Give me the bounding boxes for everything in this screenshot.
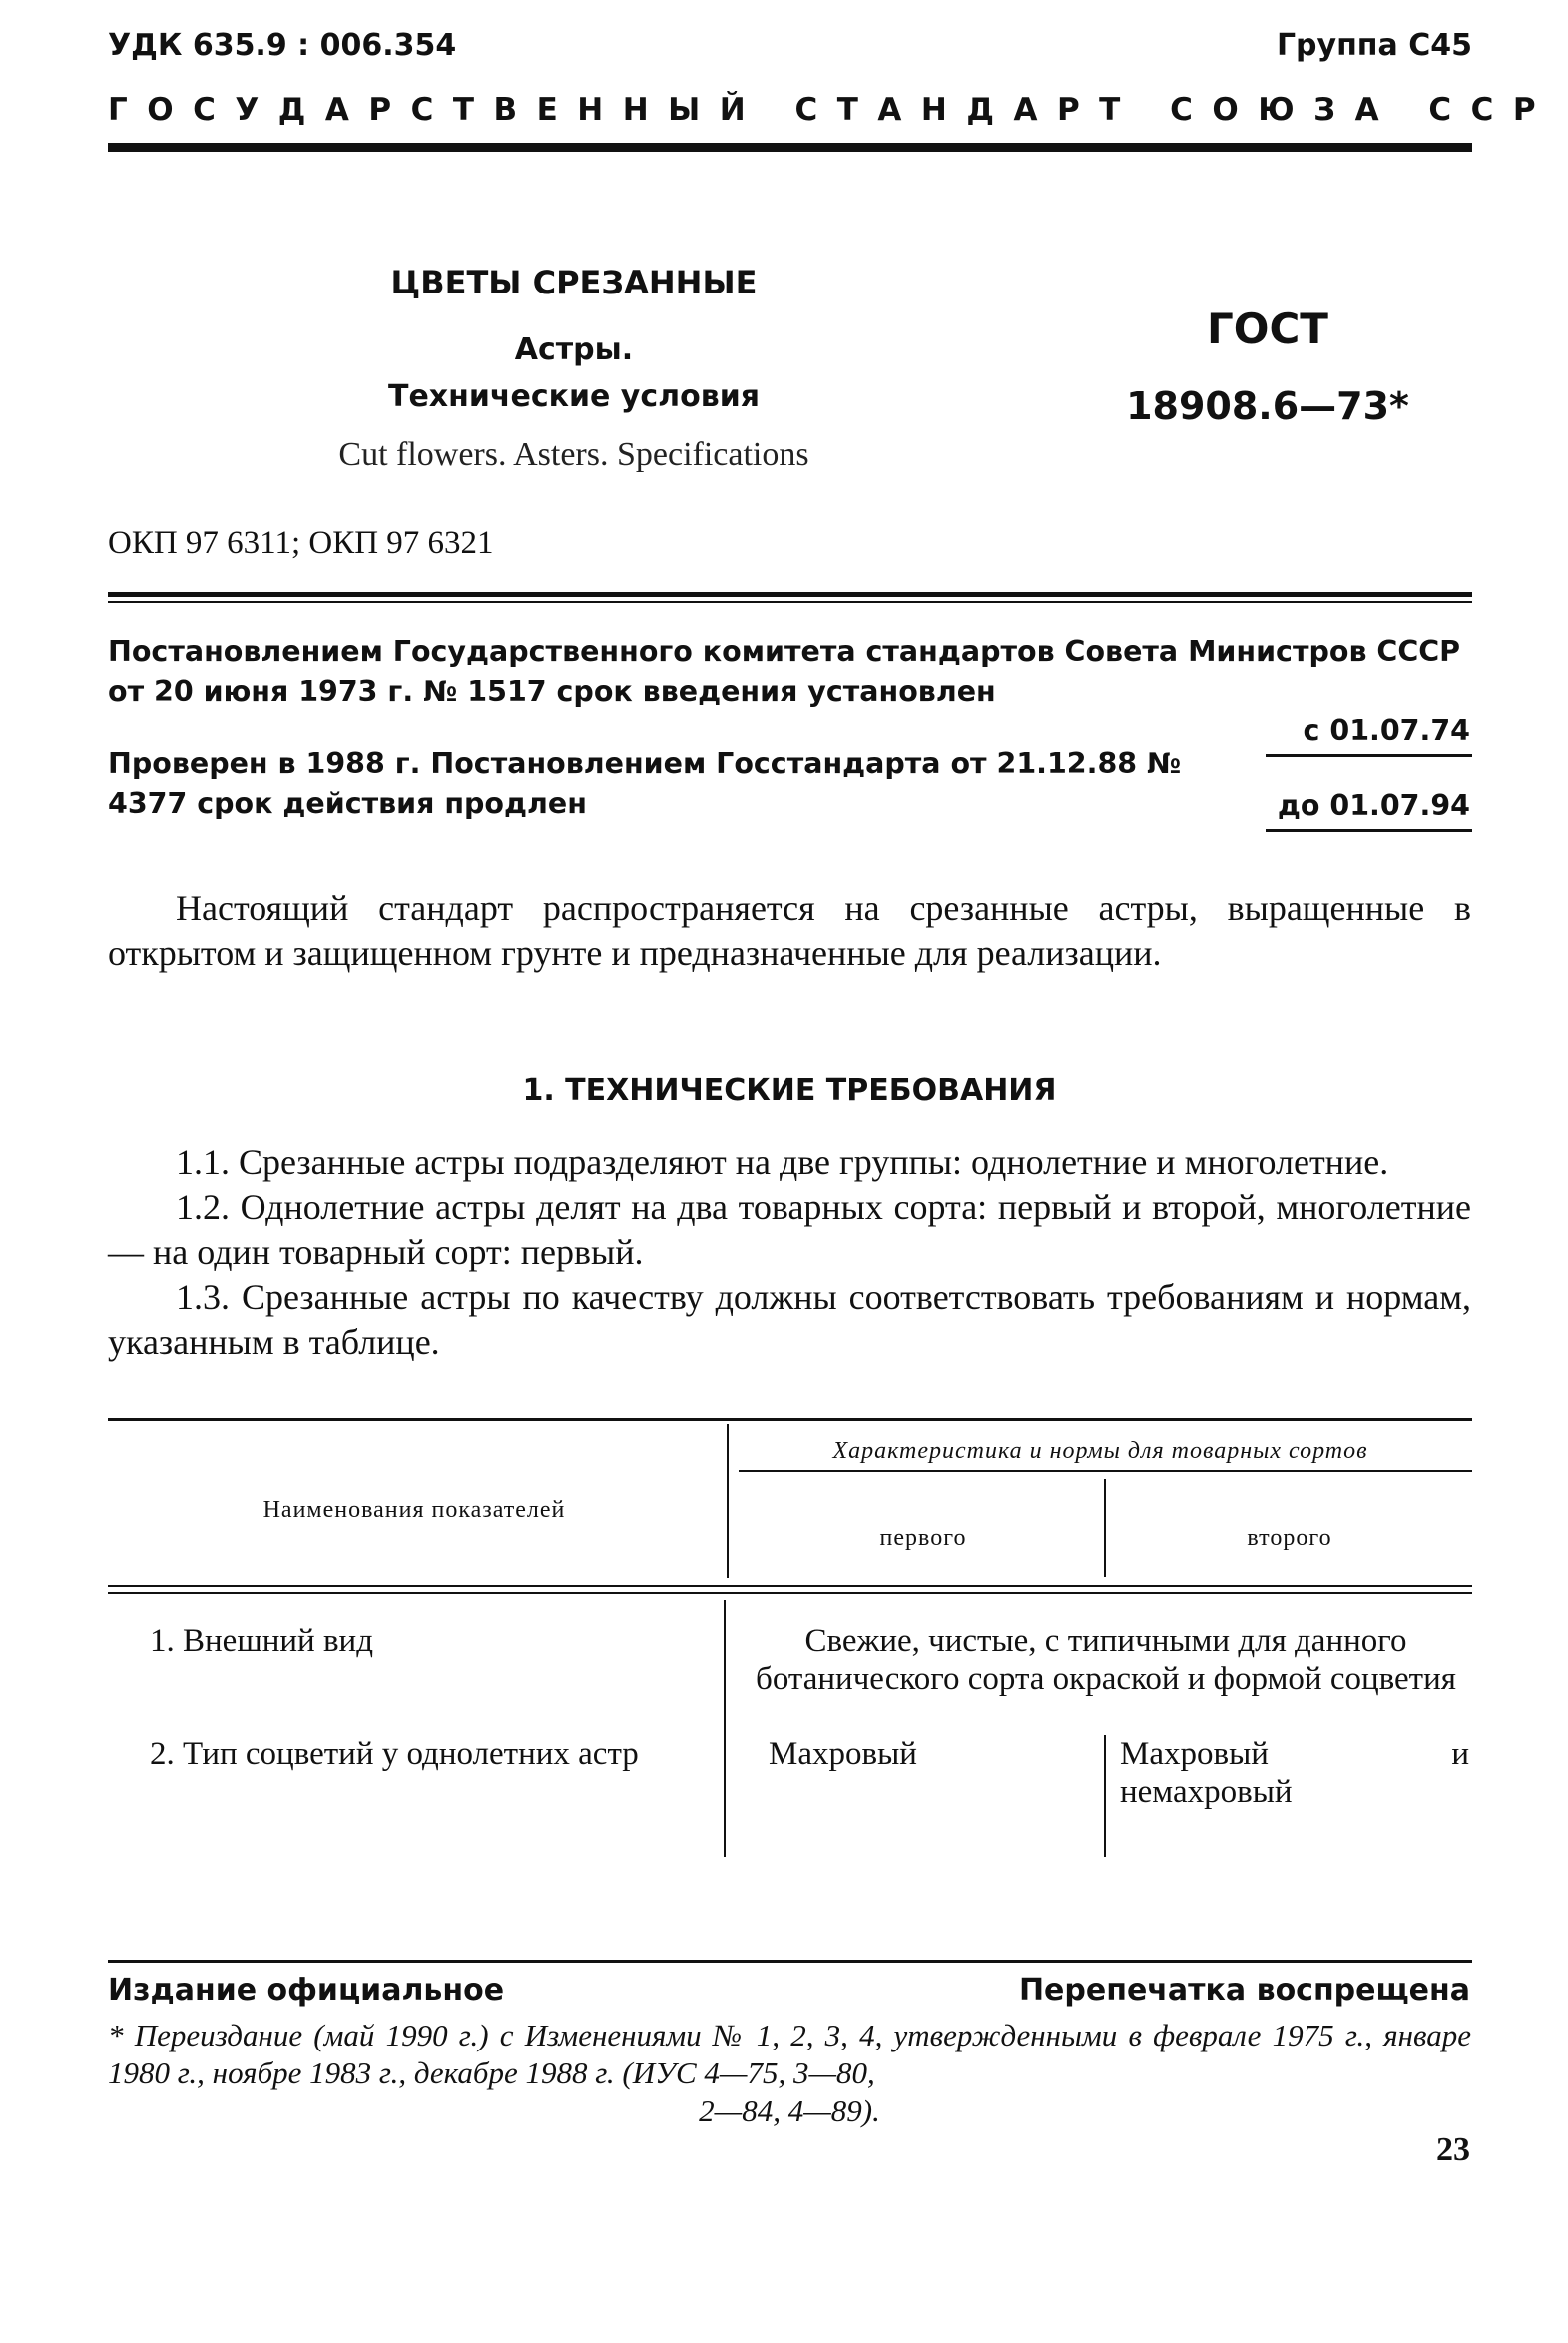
english-title: Cut flowers. Asters. Specifications (338, 436, 809, 473)
state-standard-banner (108, 92, 1556, 128)
intro-paragraph (108, 886, 1471, 976)
table-header-first: первого (879, 1525, 967, 1551)
item-1-3: 1.3. Срезанные астры по качеству должны соответствовать требованиям и нормам, указанным в таблице. (108, 1277, 1471, 1362)
section-1-items (108, 1140, 1471, 1365)
table-col-divider-body (724, 1600, 726, 1857)
okp-rule-thin (108, 601, 1472, 603)
decree-text-1: Постановлением Государственного комитета стандартов Совета Министров СССР от 20 июня 1973 г. № 1517 срок введения установлен (108, 635, 1461, 708)
state-standard-text: ГОСУДАРСТВЕННЫЙ СТАНДАРТ СОЮЗА ССР (108, 92, 1556, 128)
table-header-second: второго (1247, 1525, 1332, 1551)
table-header-rule-2 (108, 1592, 1472, 1594)
table-subcol-divider-body (1104, 1735, 1106, 1857)
table-header-name: Наименования показателей (262, 1497, 566, 1523)
row-1-label: 1. Внешний вид (150, 1623, 373, 1659)
udk-code: УДК 635.9 : 006.354 (108, 28, 457, 63)
row-2-first: Махровый (769, 1736, 917, 1772)
item-1-1: 1.1. Срезанные астры подразделяют на две группы: однолетние и многолетние. (176, 1142, 1389, 1182)
gost-number: 18908.6—73* (1126, 384, 1409, 428)
reissue-footnote (108, 2017, 1471, 2130)
group-code: Группа С45 (1276, 28, 1472, 63)
document-subtitle-2: Технические условия (388, 379, 760, 414)
okp-rule-thick (108, 592, 1472, 597)
table-top-rule (108, 1418, 1472, 1421)
document-title: ЦВЕТЫ СРЕЗАННЫЕ (390, 264, 758, 301)
table-col-divider-header (727, 1424, 729, 1578)
gost-label: ГОСТ (1207, 304, 1328, 353)
intro-text: Настоящий стандарт распространяется на срезанные астры, выращенные в открытом и защищенном грунте и предназначенные для реализации. (108, 888, 1471, 973)
date-from-rule (1266, 754, 1472, 757)
row-2-second: Махровый и немахровый (1120, 1736, 1469, 1810)
date-to: до 01.07.94 (1277, 789, 1470, 822)
decree-text-2: Проверен в 1988 г. Постановлением Госстандарта от 21.12.88 № 4377 срок действия продлен (108, 747, 1182, 820)
official-edition-label: Издание официальное (108, 1973, 505, 2008)
document-subtitle: Астры. (514, 332, 634, 367)
footnote-text-end: 2—84, 4—89). (699, 2093, 880, 2128)
okp-codes: ОКП 97 6311; ОКП 97 6321 (108, 525, 494, 561)
page-number: 23 (1436, 2131, 1470, 2168)
date-from: с 01.07.74 (1303, 714, 1470, 747)
table-header-rule-1 (108, 1585, 1472, 1587)
footnote-text: * Переиздание (май 1990 г.) с Изменениями № 1, 2, 3, 4, утвержденными в феврале 1975 г., январе 1980 г., ноябре 1983 г., декабре 1988 г. (ИУС 4—75, 3—80, (108, 2018, 1471, 2090)
reprint-prohibited-label: Перепечатка воспрещена (1018, 1973, 1470, 2008)
table-header-spec: Характеристика и нормы для товарных сортов (832, 1438, 1368, 1464)
date-to-rule (1266, 829, 1472, 832)
header-rule-thick (108, 143, 1472, 152)
item-1-2: 1.2. Однолетние астры делят на два товарных сорта: первый и второй, многолетние — на один товарный сорт: первый. (108, 1187, 1471, 1272)
footer-rule (108, 1960, 1472, 1963)
row-1-value: Свежие, чистые, с типичными для данного ботанического сорта окраской и формой соцветия (756, 1623, 1456, 1697)
table-subheader-rule (739, 1470, 1472, 1472)
row-2-label: 2. Тип соцветий у однолетних астр (150, 1736, 639, 1772)
table-subcol-divider-header (1104, 1479, 1106, 1577)
section-1-title: 1. ТЕХНИЧЕСКИЕ ТРЕБОВАНИЯ (522, 1073, 1057, 1108)
